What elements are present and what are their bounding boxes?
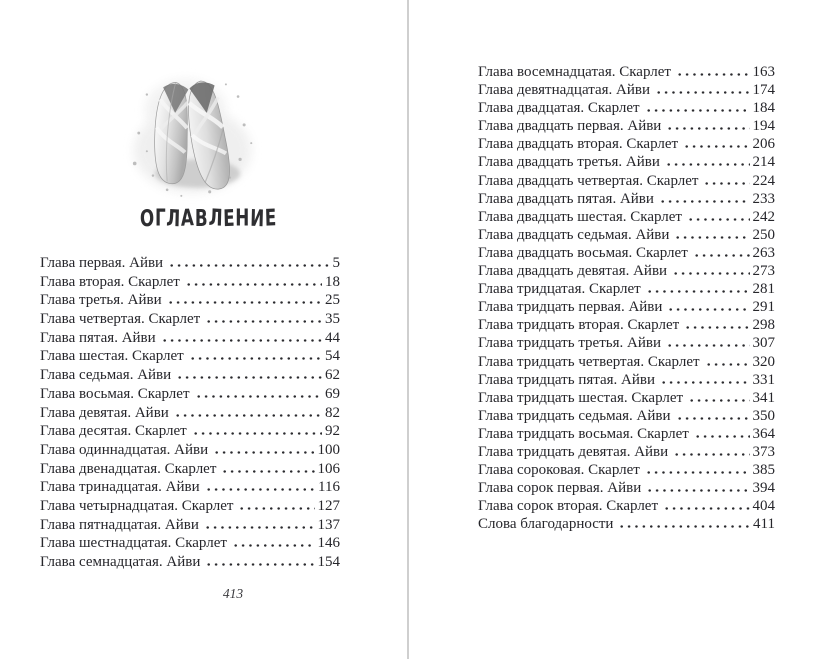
toc-entry-title: Глава седьмая. Айви (40, 367, 172, 384)
toc-entry-page: 116 (318, 479, 340, 496)
toc-entry-title: Глава двадцать вторая. Скарлет (478, 136, 679, 153)
toc-entry-title: Глава восемнадцатая. Скарлет (478, 64, 671, 80)
toc-entry-title: Глава тридцать первая. Айви (478, 299, 663, 316)
toc-entry-page: 281 (752, 281, 775, 298)
toc-entry-title: Глава тридцать вторая. Скарлет (478, 317, 680, 334)
toc-entry (40, 516, 340, 535)
toc-entry (478, 208, 775, 226)
toc-entry (478, 389, 775, 407)
dot-leader (167, 301, 322, 304)
toc-entry-page: 69 (325, 385, 340, 402)
toc-entry (40, 441, 340, 460)
toc-list-right (478, 63, 775, 533)
toc-entry (478, 262, 775, 280)
toc-entry (478, 316, 775, 334)
page-divider (407, 0, 409, 659)
dot-leader (684, 326, 749, 329)
toc-entry-title: Глава двадцать третья. Айви (478, 154, 660, 171)
toc-list-left (40, 254, 340, 572)
toc-entry (40, 254, 340, 273)
toc-entry-title: Глава тридцатая. Скарлет (478, 281, 641, 298)
toc-entry-page: 62 (325, 367, 340, 384)
toc-entry-title: Глава двадцатая. Скарлет (478, 100, 640, 117)
dot-leader (693, 254, 750, 257)
dot-leader (174, 414, 322, 417)
pointe-shoes-drawing (116, 54, 274, 206)
toc-entry-title: Глава тридцать четвертая. Скарлет (478, 353, 700, 370)
toc-entry-page: 331 (752, 371, 775, 388)
toc-entry-page: 411 (753, 516, 775, 533)
toc-entry-title: Глава восьмая. Скарлет (40, 385, 190, 402)
toc-entry-page: 394 (752, 480, 775, 497)
toc-entry-page: 263 (752, 244, 775, 261)
toc-entry-title: Глава первая. Айви (40, 255, 164, 271)
dot-leader (672, 272, 749, 275)
toc-entry-page: 206 (752, 136, 775, 153)
toc-entry-page: 233 (752, 190, 775, 207)
dot-leader (195, 395, 322, 398)
toc-entry (478, 515, 775, 533)
toc-entry (40, 310, 340, 329)
dot-leader (667, 308, 749, 311)
toc-entry-page: 44 (325, 329, 340, 346)
toc-entry (40, 478, 340, 497)
dot-leader (666, 127, 749, 130)
toc-entry-page: 18 (325, 273, 340, 290)
dot-leader (694, 435, 750, 438)
toc-entry-title: Глава тридцать шестая. Скарлет (478, 389, 684, 406)
toc-entry-title: Глава шестнадцатая. Скарлет (40, 535, 227, 552)
toc-entry-title: Глава тридцать пятая. Айви (478, 371, 656, 388)
toc-entry-title: Глава пятая. Айви (40, 329, 156, 346)
toc-entry (478, 371, 775, 389)
toc-entry-page: 341 (752, 389, 775, 406)
toc-entry-page: 137 (317, 516, 340, 533)
toc-entry-page: 194 (752, 118, 775, 135)
toc-entry-page: 92 (325, 423, 340, 440)
toc-entry-title: Глава третья. Айви (40, 292, 162, 309)
toc-entry (40, 347, 340, 366)
toc-entry-page: 163 (752, 64, 775, 80)
toc-entry (478, 479, 775, 497)
toc-entry (40, 460, 340, 479)
dot-leader (204, 526, 315, 529)
toc-entry (40, 404, 340, 423)
toc-entry-title: Глава двадцать девятая. Айви (478, 263, 668, 280)
dot-leader (688, 399, 749, 402)
toc-entry-page: 250 (752, 226, 775, 243)
toc-entry (478, 353, 775, 371)
toc-entry-title: Глава девятая. Айви (40, 404, 169, 421)
dot-leader (205, 488, 315, 491)
toc-entry-page: 184 (752, 100, 775, 117)
dot-leader (673, 453, 749, 456)
toc-entry (478, 153, 775, 171)
toc-entry-page: 54 (325, 348, 340, 365)
toc-entry-title: Глава тридцать третья. Айви (478, 335, 661, 352)
toc-entry-title: Глава двадцать пятая. Айви (478, 190, 654, 207)
toc-entry-title: Слова благодарности (478, 516, 614, 533)
dot-leader (660, 381, 749, 384)
toc-entry-title: Глава двадцать четвертая. Скарлет (478, 172, 699, 189)
toc-entry (478, 244, 775, 262)
dot-leader (221, 470, 314, 473)
dot-leader (646, 489, 749, 492)
dot-leader (192, 432, 322, 435)
toc-entry (478, 99, 775, 117)
dot-leader (676, 417, 750, 420)
toc-entry-page: 373 (752, 443, 775, 460)
dot-leader (205, 320, 322, 323)
toc-entry-title: Глава двенадцатая. Скарлет (40, 460, 217, 477)
toc-entry-title: Глава сорок первая. Айви (478, 480, 642, 497)
toc-entry-title: Глава сорок вторая. Скарлет (478, 498, 659, 515)
toc-entry (478, 226, 775, 244)
toc-entry-title: Глава двадцать седьмая. Айви (478, 226, 670, 243)
toc-entry-page: 273 (752, 263, 775, 280)
toc-entry (478, 135, 775, 153)
toc-entry (478, 497, 775, 515)
toc-entry-page: 385 (752, 462, 775, 479)
toc-entry (478, 334, 775, 352)
dot-leader (665, 163, 750, 166)
toc-entry-title: Глава сороковая. Скарлет (478, 462, 640, 479)
dot-leader (238, 507, 314, 510)
toc-entry-page: 320 (752, 353, 775, 370)
toc-entry-title: Глава десятая. Скарлет (40, 423, 187, 440)
toc-entry-page: 291 (752, 299, 775, 316)
toc-heading: ОГЛАВЛЕНИЕ (139, 205, 278, 233)
toc-entry (478, 63, 775, 81)
toc-entry-title: Глава тридцать седьмая. Айви (478, 407, 671, 424)
toc-entry-title: Глава тринадцатая. Айви (40, 479, 200, 496)
dot-leader (705, 363, 750, 366)
dot-leader (645, 109, 750, 112)
toc-entry (40, 291, 340, 310)
dot-leader (618, 525, 750, 528)
dot-leader (663, 507, 749, 510)
toc-entry-title: Глава двадцать восьмая. Скарлет (478, 244, 688, 261)
page-number-folio: 413 (222, 586, 244, 601)
toc-entry-page: 404 (752, 498, 775, 515)
toc-entry-title: Глава пятнадцатая. Айви (40, 516, 199, 533)
toc-entry-title: Глава шестая. Скарлет (40, 348, 184, 365)
toc-entry-page: 35 (325, 311, 340, 328)
dot-leader (646, 290, 750, 293)
toc-entry-page: 298 (752, 317, 775, 334)
toc-entry-page: 5 (332, 255, 340, 271)
dot-leader (659, 200, 750, 203)
dot-leader (687, 218, 750, 221)
toc-entry-title: Глава девятнадцатая. Айви (478, 82, 650, 99)
toc-entry (478, 298, 775, 316)
toc-entry (478, 117, 775, 135)
toc-entry-page: 100 (317, 441, 340, 458)
toc-entry-title: Глава четвертая. Скарлет (40, 311, 201, 328)
toc-entry-title: Глава четырнадцатая. Скарлет (40, 497, 234, 514)
toc-entry (478, 461, 775, 479)
toc-entry (478, 280, 775, 298)
dot-leader (185, 283, 322, 286)
dot-leader (703, 182, 749, 185)
dot-leader (232, 544, 315, 547)
toc-entry-page: 146 (317, 535, 340, 552)
toc-entry-title: Глава двадцать первая. Айви (478, 118, 662, 135)
dot-leader (674, 236, 749, 239)
toc-entry-title: Глава тридцать девятая. Айви (478, 443, 669, 460)
toc-entry (478, 190, 775, 208)
toc-entry (40, 366, 340, 385)
toc-entry-page: 25 (325, 292, 340, 309)
toc-entry-page: 127 (317, 497, 340, 514)
toc-entry-page: 242 (752, 208, 775, 225)
dot-leader (213, 451, 314, 454)
dot-leader (205, 563, 314, 566)
toc-entry (478, 81, 775, 99)
toc-entry (478, 407, 775, 425)
toc-entry (40, 534, 340, 553)
toc-entry-page: 174 (752, 82, 775, 99)
toc-entry-page: 154 (317, 554, 340, 570)
toc-entry (478, 425, 775, 443)
dot-leader (645, 471, 750, 474)
dot-leader (655, 91, 750, 94)
dot-leader (168, 264, 329, 267)
toc-entry-page: 364 (752, 425, 775, 442)
toc-entry (40, 497, 340, 516)
toc-entry-page: 82 (325, 404, 340, 421)
toc-entry-page: 224 (752, 172, 775, 189)
toc-entry (478, 172, 775, 190)
dot-leader (666, 344, 750, 347)
toc-entry-page: 307 (752, 335, 775, 352)
dot-leader (176, 376, 322, 379)
dot-leader (683, 145, 749, 148)
dot-leader (189, 357, 322, 360)
toc-entry-title: Глава двадцать шестая. Скарлет (478, 208, 682, 225)
toc-entry-title: Глава тридцать восьмая. Скарлет (478, 425, 689, 442)
toc-entry-title: Глава вторая. Скарлет (40, 273, 180, 290)
toc-entry (40, 385, 340, 404)
toc-entry (478, 443, 775, 461)
dot-leader (676, 73, 750, 76)
toc-entry (40, 273, 340, 292)
toc-entry-page: 214 (752, 154, 775, 171)
toc-entry (40, 553, 340, 572)
toc-entry (40, 329, 340, 348)
toc-entry-title: Глава одиннадцатая. Айви (40, 441, 209, 458)
dot-leader (161, 339, 322, 342)
toc-entry-title: Глава семнадцатая. Айви (40, 554, 201, 570)
toc-entry-page: 350 (752, 407, 775, 424)
pointe-shoes-illustration (116, 54, 274, 206)
toc-entry (40, 422, 340, 441)
toc-entry-page: 106 (317, 460, 340, 477)
